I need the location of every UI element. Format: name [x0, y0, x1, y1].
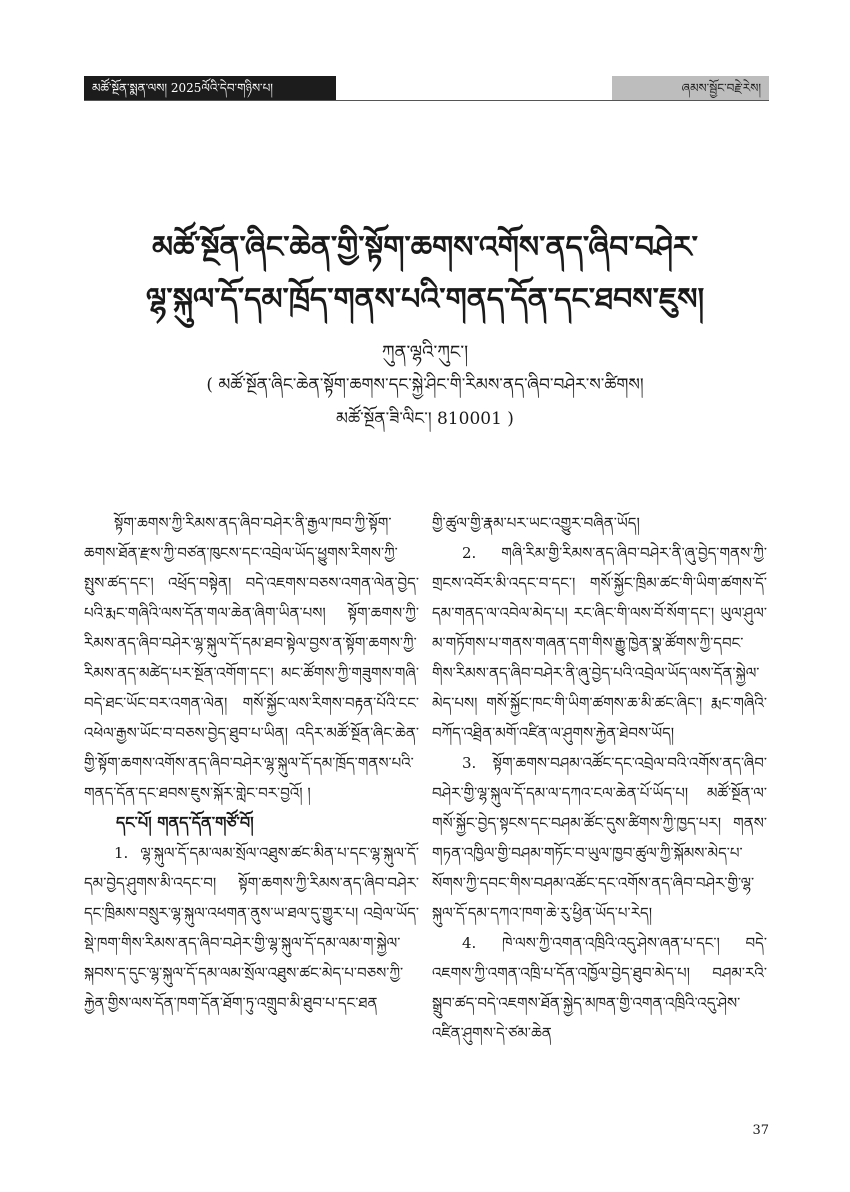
header-divider — [84, 100, 769, 101]
body-column-left — [84, 508, 419, 1018]
intro-paragraph: སྟོག་ཆགས་ཀྱི་རིམས་ནད་ཞིབ་བཤེར་ནི་རྒྱལ་ཁབ་ཀྱི་སྟོག་ཆགས་ཐོན་རྫས་ཀྱི་བཙན་ཁུངས་དང་འབྲེལ་ཡོད་ཕྱུགས་རིགས་ཀྱི་སྤུས་ཚད་དང་། འཕྲོད་བསྟེན། བདེ་འཇགས་བཅས་འགན་ལེན་བྱེད་པའི་རྨང་གཞིའི་ལས་དོན་གལ་ཆེན་ཞིག་ཡིན་པས། སྟོག་ཆགས་ཀྱི་རིམས་ནད་ཞིབ་བཤེར་ལྷ་སྐུལ་དོ་དམ་ཐབ་སྟེལ་བྱས་ན་སྟོག་ཆགས་ཀྱི་རིམས་ནད་མཚེད་པར་སྔོན་འགོག་དང་། མང་ཚོགས་ཀྱི་གཟུགས་གཞི་བདེ་ཐང་ཡོང་བར་འགན་ལེན། གསོ་སྐྱོང་ལས་རིགས་བརྟན་པོའི་ངང་འཕེལ་རྒྱས་ཡོང་བ་བཅས་བྱེད་ཐུབ་པ་ཡིན། འདིར་མཚོ་སྔོན་ཞིང་ཆེན་གྱི་སྟོག་ཆགས་འགོས་ནད་ཞིབ་བཤེར་ལྷ་སྐུལ་དོ་དམ་ཁྲོད་གནས་པའི་གནད་དོན་དང་ཐབས་ཇུས་སྐོར་གླེང་བར་བྱའོ། ། — [84, 514, 419, 802]
page-number: 37 — [752, 1123, 769, 1138]
point-1-paragraph: 1. ལྷ་སྐུལ་དོ་དམ་ལམ་སྲོལ་འཐུས་ཚང་མིན་པ་དང་ལྷ་སྐུལ་དོ་དམ་བྱེད་ཤུགས་མི་འདང་བ། སྟོག་ཆགས་ཀྱི་རིམས་ནད་ཞིབ་བཤེར་དང་ཁྲིམས་བསྲུར་ལྷ་སྐུལ་འཕགན་ནུས་ཡ་ཐལ་དུ་གྱུར་པ། འབྲེལ་ཡོད་སྡེ་ཁག་གིས་རིམས་ནད་ཞིབ་བཤེར་གྱི་ལྷ་སྐུལ་དོ་དམ་ལམ་ག་སྐྱེལ་སྐབས་ད་དུང་ལྷ་སྐུལ་དོ་དམ་ལམ་སྲོལ་འཐུས་ཚང་མེད་པ་བཅས་ཀྱི་རྐྱེན་གྱིས་ལས་དོན་ཁག་དོན་ཐོག་ཏུ་འགྲུབ་མི་ཐུབ་པ་དང་ཐན — [84, 844, 419, 1012]
point-1-continued-paragraph: གྱི་ཚུལ་གྱི་རྣམ་པར་ཡང་འགྱུར་བཞིན་ཡོད། — [432, 514, 640, 532]
section-heading: དང་པོ། གནད་དོན་གཙོ་བོ། — [116, 813, 254, 832]
affiliation-line-2: མཚོ་སྔོན་ཟི་ལིང་། 810001 ) — [336, 409, 514, 429]
journal-issue-banner: མཚོ་སྔོན་སྨན་ལས། 2025ལོའི་དེབ་གཉིས་པ། — [84, 76, 336, 100]
point-2-paragraph: 2. གཞི་རིམ་གྱི་རིམས་ནད་ཞིབ་བཤེར་ནི་ཞུ་བྱེད་གནས་ཀྱི་གྲངས་འབོར་མི་འདང་བ་དང་། གསོ་སྐྱོང་ཁྲིམ་ཚང་གི་ཡིག་ཚགས་དོ་དམ་གནད་ལ་འབེལ་མེད་པ། རང་ཞིང་གི་ལས་བོ་སོག་དང་། ཡུལ་ཤུལ་མ་གཏོགས་པ་གནས་གཞན་དག་གིས་རྒྱུ་ཁྱེན་སྣ་ཚོགས་ཀྱི་དབང་གིས་རིམས་ནད་ཞིབ་བཤེར་ནི་ཞུ་བྱེད་པའི་འབྲེལ་ཡོད་ལས་དོན་སྐྱེལ་མེད་པས། གསོ་སྐྱོང་ཁང་གི་ཡིག་ཚགས་ཆ་མི་ཚང་ཞིང་། རྨང་གཞིའི་བཀོད་འཐྲིན་མགོ་འཛིན་ལ་ཤུགས་རྐྱེན་ཐེབས་ཡོད། — [432, 544, 767, 742]
article-title — [80, 222, 770, 326]
article-title-line-2: ལྷ་སྐུལ་དོ་དམ་ཁྲོད་གནས་པའི་གནད་དོན་དང་ཐབས་ཇུས། — [145, 282, 705, 317]
body-column-right — [432, 508, 767, 1048]
author-name: ཀུན་ལྷའི་ཀུང་། — [381, 342, 469, 363]
point-3-paragraph: 3. སྟོག་ཆགས་བཤམ་འཚོང་དང་འབྲེལ་བའི་འགོས་ནད་ཞིབ་བཤེར་གྱི་ལྷ་སྐུལ་དོ་དམ་ལ་དཀའ་ངལ་ཆེན་པོ་ཡོད་པ། མཚོ་སྔོན་ལ་གསོ་སྐྱོང་བྱེད་སྟངས་དང་བཤམ་ཚོང་དུས་ཚིགས་ཀྱི་ཁྱད་པར། གནས་གཏན་འཁྱིལ་གྱི་བཤམ་གཏོང་བ་ཡུལ་ཁྱབ་ཚུལ་ཀྱི་སྐོམས་མེད་པ་སོགས་ཀྱི་དབང་གིས་བཤམ་འཚོང་དང་འགོས་ནད་ཞིབ་བཤེར་གྱི་ལྷ་སྐུལ་དོ་དམ་དཀའ་ཁག་ཆེ་རུ་ཕྱིན་ཡོད་པ་རེད། — [432, 754, 767, 922]
article-title-line-1: མཚོ་སྔོན་ཞིང་ཆེན་གྱི་སྟོག་ཆགས་འགོས་ནད་ཞིབ་བཤེར་ — [152, 230, 698, 265]
point-4-paragraph: 4. ཁེ་ལས་ཀྱི་འགན་འཁྲིའི་འདུ་ཤེས་ཞན་པ་དང་། བདེ་འཇགས་ཀྱི་འགན་འཁྲི་པ་དོན་འཁྱོལ་བྱེད་ཐུབ་མེད་པ། བཤམ་རའི་སྒྲུབ་ཚད་བདེ་འཇགས་ཐོན་སྐྱེད་མཁན་གྱི་འགན་འཁྲིའི་འདུ་ཤེས་འཛིན་ཤུགས་དེ་ཙམ་ཆེན — [432, 934, 767, 1042]
section-label-banner: ཞམས་སྦྱོང་བརྗེ་རེས། — [612, 76, 769, 100]
affiliation-line-1: ( མཚོ་སྔོན་ཞིང་ཆེན་སྟོག་ཆགས་དང་སྐྱེ་ཤིང་གི་རིམས་ནད་ཞིབ་བཤེར་ས་ཚིགས། — [206, 375, 644, 395]
